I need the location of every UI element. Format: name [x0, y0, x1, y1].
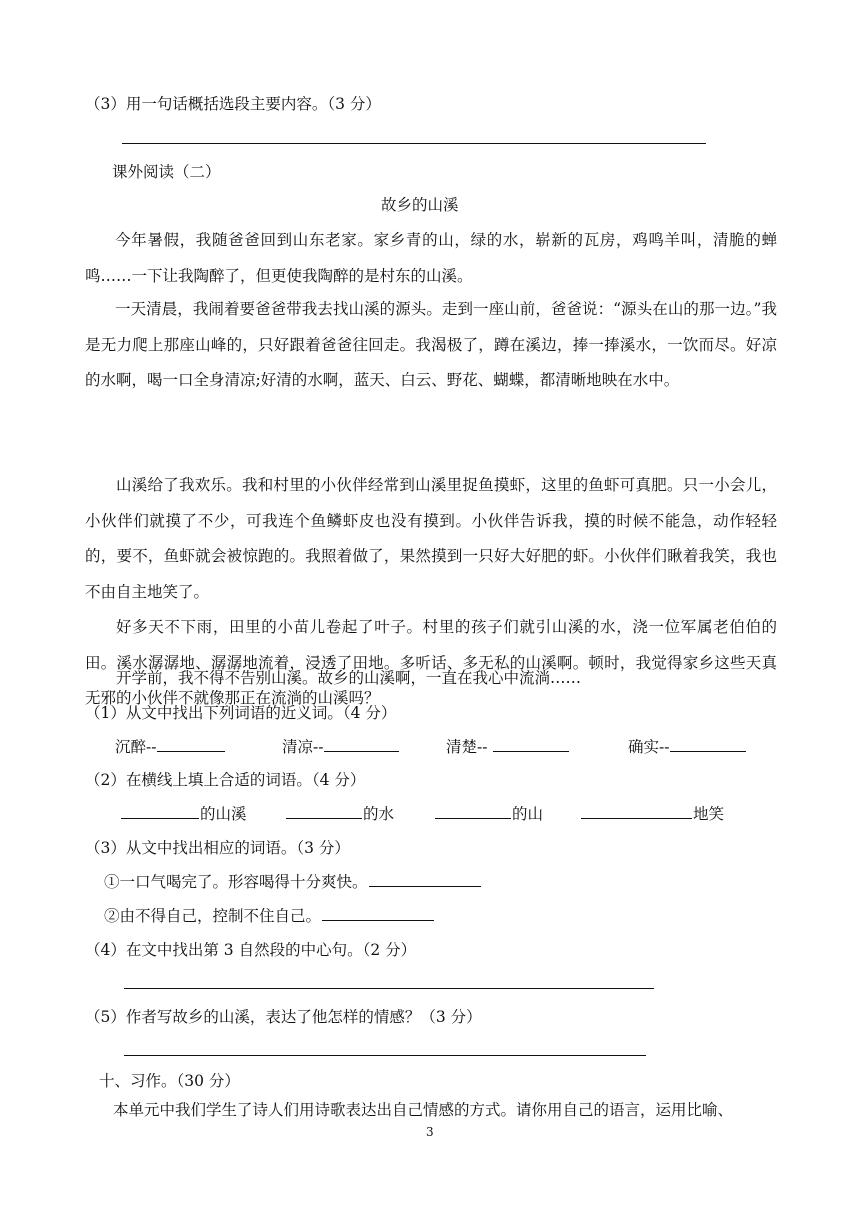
- q2-item-3: 的山: [434, 802, 543, 824]
- paragraph-4: 好多天不下雨，田里的小苗儿卷起了叶子。村里的孩子们就引山溪的水，浇一位军属老伯伯的田。溪水潺潺地、潺潺地流着，浸透了田地。多听话、多无私的山溪啊。顿时，我觉得家乡这些天真无邪的小伙伴不就像那正在流淌的山溪吗？: [85, 618, 777, 707]
- paragraph-5: 开学前，我不得不告别山溪。故乡的山溪啊，一直在我心中流淌……: [116, 669, 582, 687]
- composition-text: 本单元中我们学生了诗人们用诗歌表达出自己情感的方式。请你用自己的语言，运用比喻、: [113, 1101, 734, 1119]
- q1-item-3: 清楚--: [446, 735, 570, 757]
- blank-field[interactable]: [324, 735, 399, 752]
- q1-prompt: （1）从文中找出下列词语的近义词。（4 分）: [85, 704, 397, 722]
- blank-field[interactable]: [322, 904, 434, 921]
- section-title: 课外阅读（二）: [112, 163, 221, 181]
- q1-item-2: 清凉--: [282, 735, 400, 757]
- q3-item-1: ①一口气喝完了。形容喝得十分爽快。: [104, 870, 482, 892]
- paragraph-1: 今年暑假，我随爸爸回到山东老家。家乡青的山，绿的水，崭新的瓦房，鸡鸣羊叫，清脆的蝉鸣……一下让我陶醉了，但更使我陶醉的是村东的山溪。: [85, 231, 777, 285]
- q1-item-1: 沉醉--: [115, 735, 226, 757]
- composition-title: 十、习作。（30 分）: [99, 1072, 240, 1090]
- blank-field[interactable]: [581, 802, 692, 819]
- q4-prompt: （4）在文中找出第 3 自然段的中心句。（2 分）: [85, 941, 417, 959]
- article-title: 故乡的山溪: [381, 196, 459, 214]
- blank-field[interactable]: [286, 802, 362, 819]
- paragraph-2: 一天清晨，我闹着要爸爸带我去找山溪的源头。走到一座山前，爸爸说：“源头在山的那一边。”我是无力爬上那座山峰的，只好跟着爸爸往回走。我渴极了，蹲在溪边，捧一捧溪水，一饮而尽。好凉的水啊，喝一口全身清凉;好清的水啊，蓝天、白云、野花、蝴蝶，都清晰地映在水中。: [85, 300, 777, 389]
- q5-prompt: （5）作者写故乡的山溪，表达了他怎样的情感？（3 分）: [85, 1008, 482, 1026]
- answer-line[interactable]: [124, 1055, 646, 1056]
- q3-prompt: （3）从文中找出相应的词语。（3 分）: [85, 839, 350, 857]
- q2-item-2: 的水: [285, 802, 394, 824]
- paragraph-3: 山溪给了我欢乐。我和村里的小伙伴经常到山溪里捉鱼摸虾，这里的鱼虾可真肥。只一小会儿，小伙伴们就摸了不少，可我连个鱼鳞虾皮也没有摸到。小伙伴告诉我，摸的时候不能急，动作轻轻的，要不，鱼虾就会被惊跑的。我照着做了，果然摸到一只好大好肥的虾。小伙伴们瞅着我笑，我也不由自主地笑了。: [85, 476, 777, 601]
- blank-field[interactable]: [670, 735, 746, 752]
- q2-item-4: 地笑: [580, 802, 724, 824]
- blank-field[interactable]: [435, 802, 511, 819]
- q1-item-4: 确实--: [628, 735, 747, 757]
- answer-line[interactable]: [124, 988, 654, 989]
- answer-line[interactable]: [122, 143, 706, 144]
- q3-item-2: ②由不得自己，控制不住自己。: [104, 904, 435, 926]
- blank-field[interactable]: [369, 870, 481, 887]
- q2-item-1: 的山溪: [120, 802, 247, 824]
- blank-field[interactable]: [157, 735, 225, 752]
- page-number: 3: [426, 1125, 434, 1139]
- blank-field[interactable]: [121, 802, 199, 819]
- q2-prompt: （2）在横线上填上合适的词语。（4 分）: [85, 771, 366, 789]
- blank-field[interactable]: [493, 735, 569, 752]
- question-summary: （3）用一句话概括选段主要内容。（3 分）: [85, 95, 381, 113]
